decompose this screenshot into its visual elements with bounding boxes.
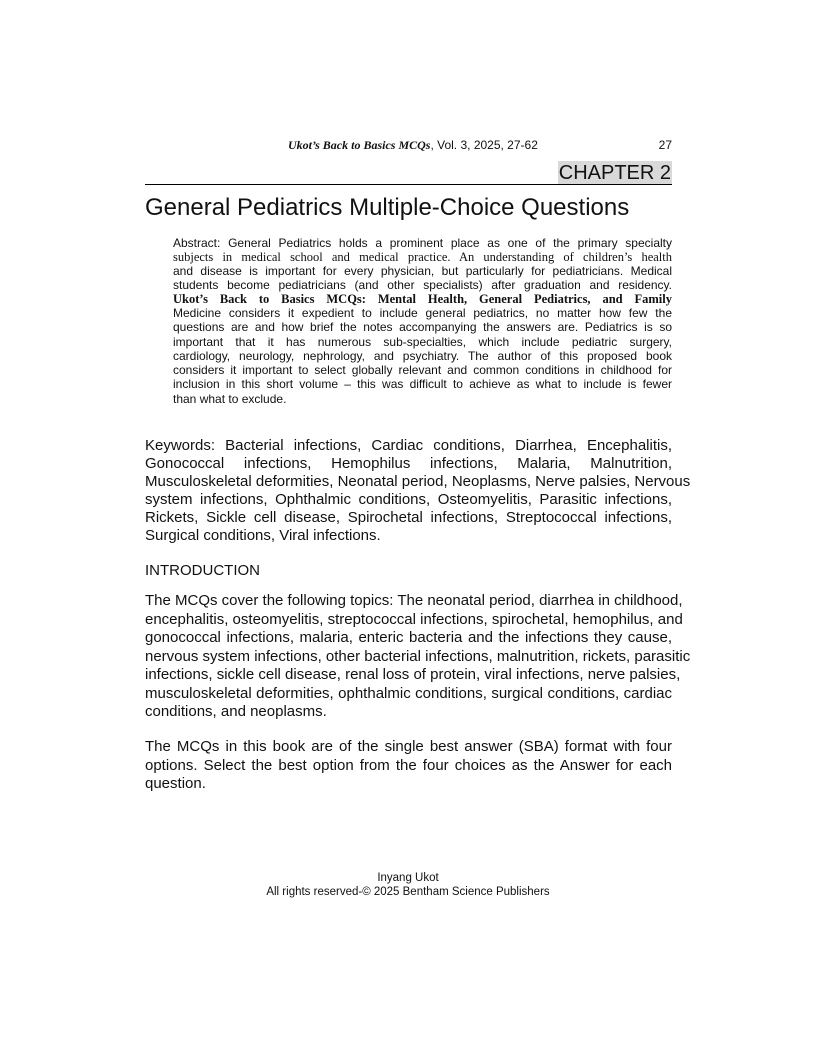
paragraph-line: infections, sickle cell disease, renal loss of protein, viral infections, nerve palsies, <box>145 666 681 683</box>
keywords-line: Musculoskeletal deformities, Neonatal period, Neoplasms, Nerve palsies, Nervous <box>145 473 691 490</box>
paragraph-line: conditions, and neoplasms. <box>145 703 327 720</box>
journal-title: Ukot’s Back to Basics MCQs <box>288 138 431 152</box>
journal-details: , Vol. 3, 2025, 27-62 <box>430 138 538 152</box>
chapter-title: General Pediatrics Multiple-Choice Questions <box>145 194 630 221</box>
footer-copyright: All rights reserved-© 2025 Bentham Science Publishers <box>266 886 550 898</box>
keywords-line: Surgical conditions, Viral infections. <box>145 527 381 544</box>
abstract-line: inclusion in this short volume – this was difficult to achieve as what to include is fewer <box>173 377 672 391</box>
paragraph-line: musculoskeletal deformities, ophthalmic conditions, surgical conditions, cardiac <box>145 684 672 702</box>
keywords-line: Rickets, Sickle cell disease, Spirochetal infections, Streptococcal infections, <box>145 509 672 526</box>
abstract-line <box>173 236 672 250</box>
paragraph-line: question. <box>145 775 206 792</box>
abstract-line: cardiology, neurology, nephrology, and psychiatry. The author of this proposed book <box>173 349 672 363</box>
chapter-label: CHAPTER 2 <box>558 162 671 184</box>
abstract-text: General Pediatrics holds a prominent place as one of the primary specialty <box>220 236 672 250</box>
divider <box>145 184 672 185</box>
abstract-line: Medicine considers it expedient to include general pediatrics, no matter how few the <box>173 306 672 320</box>
paragraph-line: nervous system infections, other bacterial infections, malnutrition, rickets, parasitic <box>145 647 691 665</box>
keywords-line: Gonococcal infections, Hemophilus infections, Malaria, Malnutrition, <box>145 455 672 472</box>
abstract-line: than what to exclude. <box>173 392 287 406</box>
abstract-line: students become pediatricians (and other specialists) after graduation and residency. <box>173 278 672 292</box>
keywords-line: system infections, Ophthalmic conditions, Osteomyelitis, Parasitic infections, <box>145 491 672 508</box>
paragraph-line: The MCQs in this book are of the single best answer (SBA) format with four <box>145 738 672 755</box>
paragraph-line: gonococcal infections, malaria, enteric bacteria and the infections they cause, <box>145 629 672 646</box>
footer-author: Inyang Ukot <box>377 872 439 884</box>
paragraph-line: The MCQs cover the following topics: The neonatal period, diarrhea in childhood, <box>145 592 683 609</box>
abstract-line: important that it has numerous sub-specialties, which include pediatric surgery, <box>173 335 672 349</box>
abstract-line: considers it important to select globally relevant and common conditions in childhood for <box>173 363 672 377</box>
introduction-heading: INTRODUCTION <box>145 562 260 579</box>
abstract-label: Abstract: <box>173 236 221 250</box>
abstract-line: Ukot’s Back to Basics MCQs: Mental Health, General Pediatrics, and Family <box>173 292 672 306</box>
abstract-line: subjects in medical school and medical practice. An understanding of children’s health <box>173 250 672 264</box>
abstract-line: and disease is important for every physician, but particularly for pediatricians. Medical <box>173 264 672 278</box>
page-number: 27 <box>658 138 672 152</box>
paragraph-line: options. Select the best option from the four choices as the Answer for each <box>145 756 672 774</box>
paragraph-line: encephalitis, osteomyelitis, streptococcal infections, spirochetal, hemophilus, and <box>145 610 683 628</box>
keywords-line: Keywords: Bacterial infections, Cardiac conditions, Diarrhea, Encephalitis, <box>145 437 672 454</box>
abstract-line: questions are and how brief the notes accompanying the answers are. Pediatrics is so <box>173 320 672 334</box>
